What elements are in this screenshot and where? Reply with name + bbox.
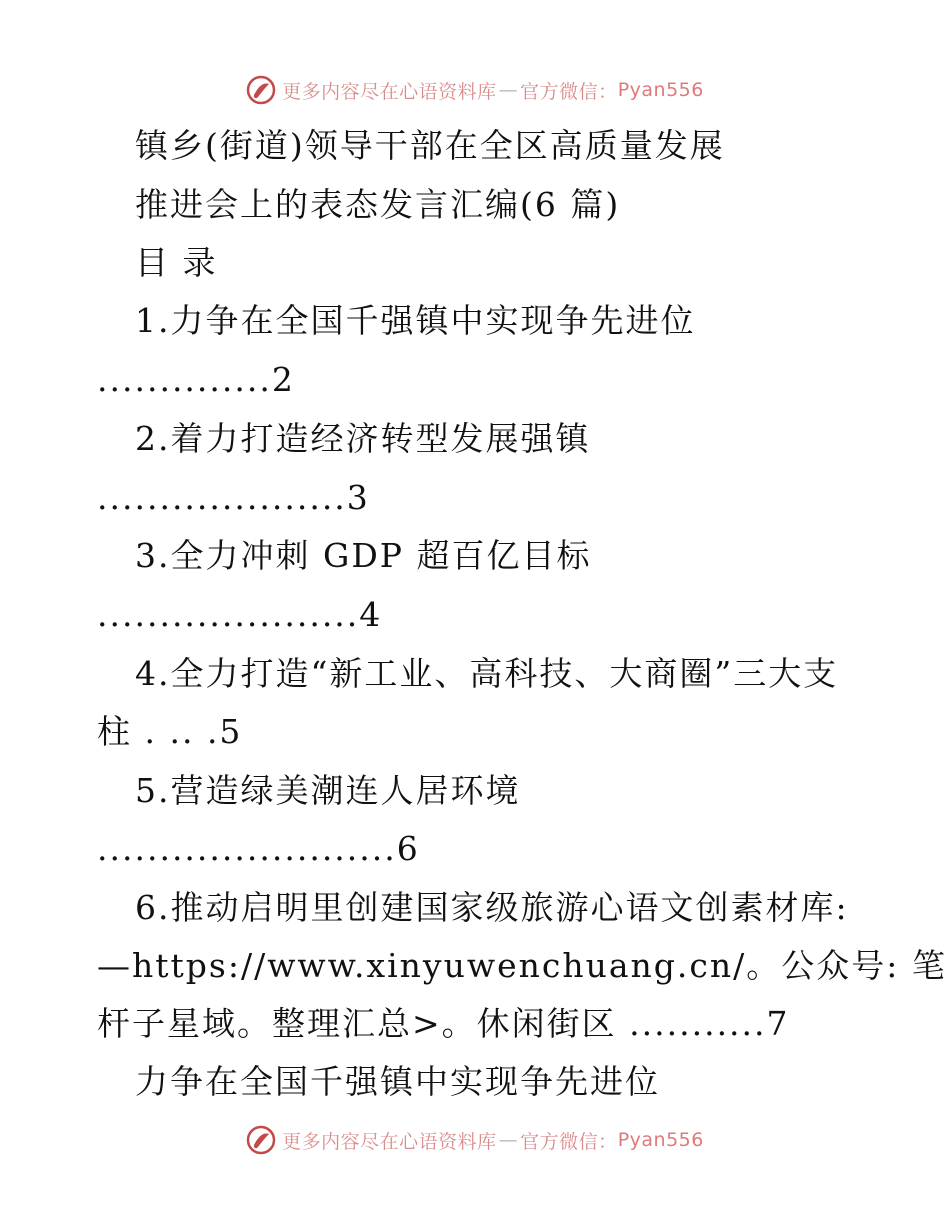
- header-watermark: [0, 70, 950, 110]
- toc-entry-6-leader: 杆子星域。整理汇总>。休闲街区 ...........7: [97, 1004, 790, 1043]
- watermark-official-label: 官方微信：: [520, 80, 618, 103]
- red-brush-logo-icon: [246, 1125, 276, 1155]
- toc-entry-5-title[interactable]: 5.营造绿美潮连人居环境: [135, 771, 521, 810]
- toc-entry-2-title[interactable]: 2.着力打造经济转型发展强镇: [135, 419, 591, 458]
- watermark-text: 更多内容尽在心语资料库: [282, 80, 497, 103]
- toc-entry-3-title[interactable]: 3.全力冲刺 GDP 超百亿目标: [135, 536, 592, 575]
- toc-entry-4-leader: 柱 . .. .5: [97, 712, 243, 751]
- red-brush-logo-icon: [246, 75, 276, 105]
- document-title-line-1: 镇乡(街道)领导干部在全区高质量发展: [135, 126, 725, 165]
- toc-entry-4-title[interactable]: 4.全力打造“新工业、高科技、大商圈”三大支: [135, 654, 839, 693]
- toc-entry-6-title[interactable]: 6.推动启明里创建国家级旅游心语文创素材库:: [135, 888, 849, 927]
- toc-entry-3-leader: .....................4: [97, 595, 383, 634]
- document-title-line-2: 推进会上的表态发言汇编(6 篇): [135, 185, 621, 224]
- toc-entry-1-leader: ..............2: [97, 360, 295, 399]
- toc-entry-6-continuation: —https://www.xinyuwenchuang.cn/。公众号: 笔: [97, 946, 947, 985]
- watermark-account: Pyan556: [617, 79, 704, 101]
- toc-entry-2-leader: ....................3: [97, 478, 370, 517]
- toc-heading: 目 录: [135, 243, 218, 282]
- toc-entry-1-title[interactable]: 1.力争在全国千强镇中实现争先进位: [135, 301, 696, 340]
- watermark-text: 更多内容尽在心语资料库: [282, 1130, 497, 1153]
- watermark-separator: —: [498, 79, 519, 101]
- watermark-account: Pyan556: [617, 1129, 704, 1151]
- section-heading: 力争在全国千强镇中实现争先进位: [135, 1062, 660, 1101]
- watermark-official-label: 官方微信：: [520, 1130, 618, 1153]
- toc-entry-5-leader: ........................6: [97, 829, 420, 868]
- footer-watermark: [0, 1120, 950, 1160]
- watermark-separator: —: [498, 1129, 519, 1151]
